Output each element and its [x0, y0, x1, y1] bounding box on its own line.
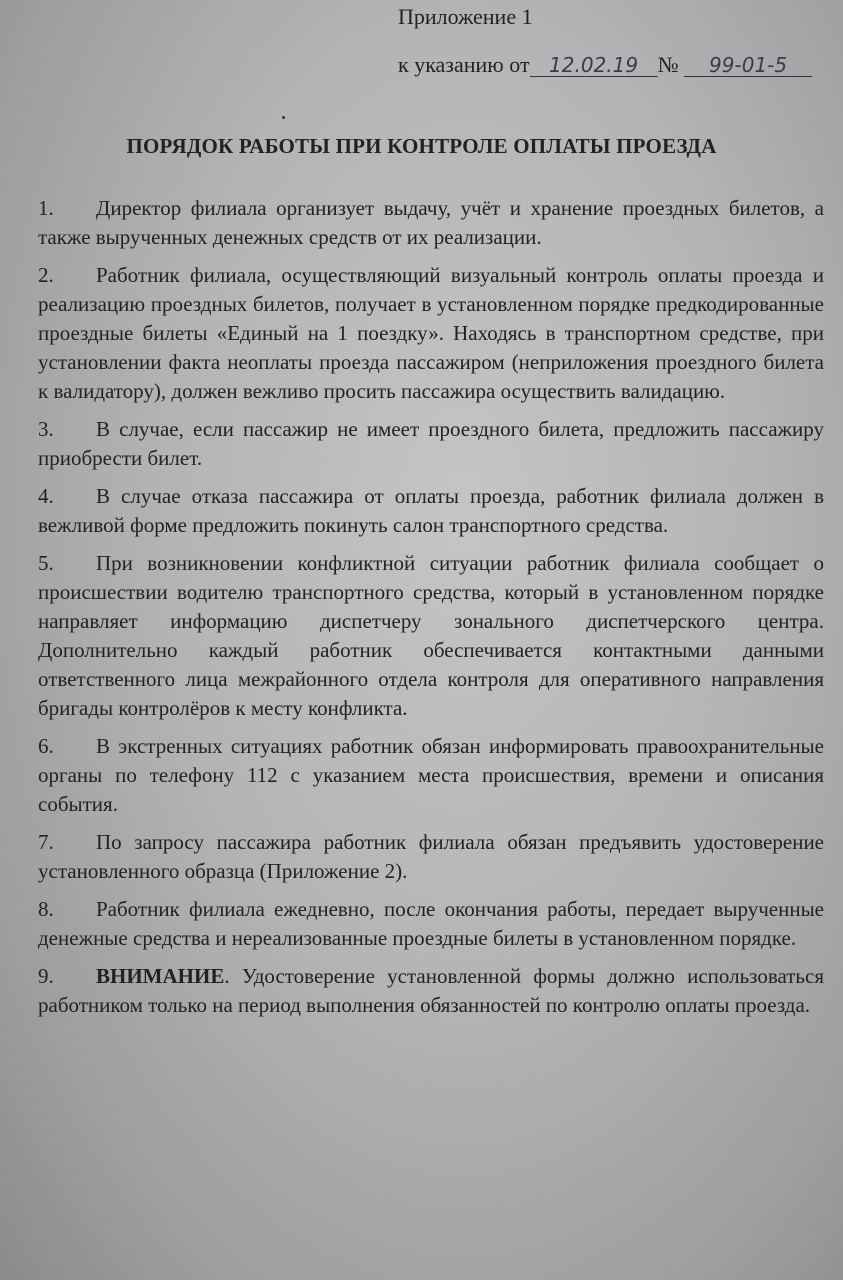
reference-prefix: к указанию от — [398, 52, 530, 77]
item-number: 2. — [38, 263, 54, 287]
number-sign: № — [657, 52, 679, 77]
appendix-label: Приложение 1 — [398, 4, 533, 29]
item-text: В экстренных ситуациях работник обязан информировать правоохранительные органы по телефону 112 с указанием места происшествия, времени и описания события. — [38, 734, 824, 816]
list-item — [38, 732, 824, 819]
list-item-warning — [38, 962, 824, 1020]
list-item — [38, 482, 824, 540]
list-item — [38, 261, 824, 406]
handwritten-date: 12.02.19 — [530, 54, 658, 77]
handwritten-number: 99-01-5 — [684, 54, 812, 77]
list-item — [38, 828, 824, 886]
item-number: 5. — [38, 551, 54, 575]
item-number: 7. — [38, 830, 54, 854]
item-text: Директор филиала организует выдачу, учёт и хранение проездных билетов, а также вырученных денежных средств от их реализации. — [38, 196, 824, 249]
list-item — [38, 895, 824, 953]
item-text: . Удостоверение установленной формы должно использоваться работником только на период выполнения обязанностей по контролю оплаты проезда. — [38, 964, 824, 1017]
item-number: 6. — [38, 734, 54, 758]
document-title: ПОРЯДОК РАБОТЫ ПРИ КОНТРОЛЕ ОПЛАТЫ ПРОЕЗДА — [126, 134, 717, 158]
warning-label: ВНИМАНИЕ — [96, 964, 225, 988]
reference-line — [398, 52, 812, 78]
item-text: В случае, если пассажир не имеет проездного билета, предложить пассажиру приобрести билет. — [38, 417, 824, 470]
item-number: 1. — [38, 196, 54, 220]
procedure-list — [38, 194, 824, 1029]
item-text: При возникновении конфликтной ситуации работник филиала сообщает о происшествии водителю транспортного средства, который в установленном порядке направляет информацию диспетчеру зонального диспетчерского центра. Дополнительно каждый работник обеспечивается контактными данными ответственного лица межрайонного отдела контроля для оперативного направления бригады контролёров к месту конфликта. — [38, 551, 824, 720]
list-item — [38, 549, 824, 723]
item-text: В случае отказа пассажира от оплаты проезда, работник филиала должен в вежливой форме предложить покинуть салон транспортного средства. — [38, 484, 824, 537]
list-item — [38, 415, 824, 473]
list-item — [38, 194, 824, 252]
item-number: 4. — [38, 484, 54, 508]
item-number: 9. — [38, 964, 54, 988]
item-text: Работник филиала ежедневно, после окончания работы, передает вырученные денежные средства и нереализованные проездные билеты в установленном порядке. — [38, 897, 824, 950]
item-number: 3. — [38, 417, 54, 441]
item-text: Работник филиала, осуществляющий визуальный контроль оплаты проезда и реализацию проездных билетов, получает в установленном порядке предкодированные проездные билеты «Единый на 1 поездку». Находясь в транспортном средстве, при установлении факта неоплаты проезда пассажиром (неприложения проездного билета к валидатору), должен вежливо просить пассажира осуществить валидацию. — [38, 263, 824, 403]
stray-mark — [282, 116, 285, 119]
item-text: По запросу пассажира работник филиала обязан предъявить удостоверение установленного образца (Приложение 2). — [38, 830, 824, 883]
item-number: 8. — [38, 897, 54, 921]
